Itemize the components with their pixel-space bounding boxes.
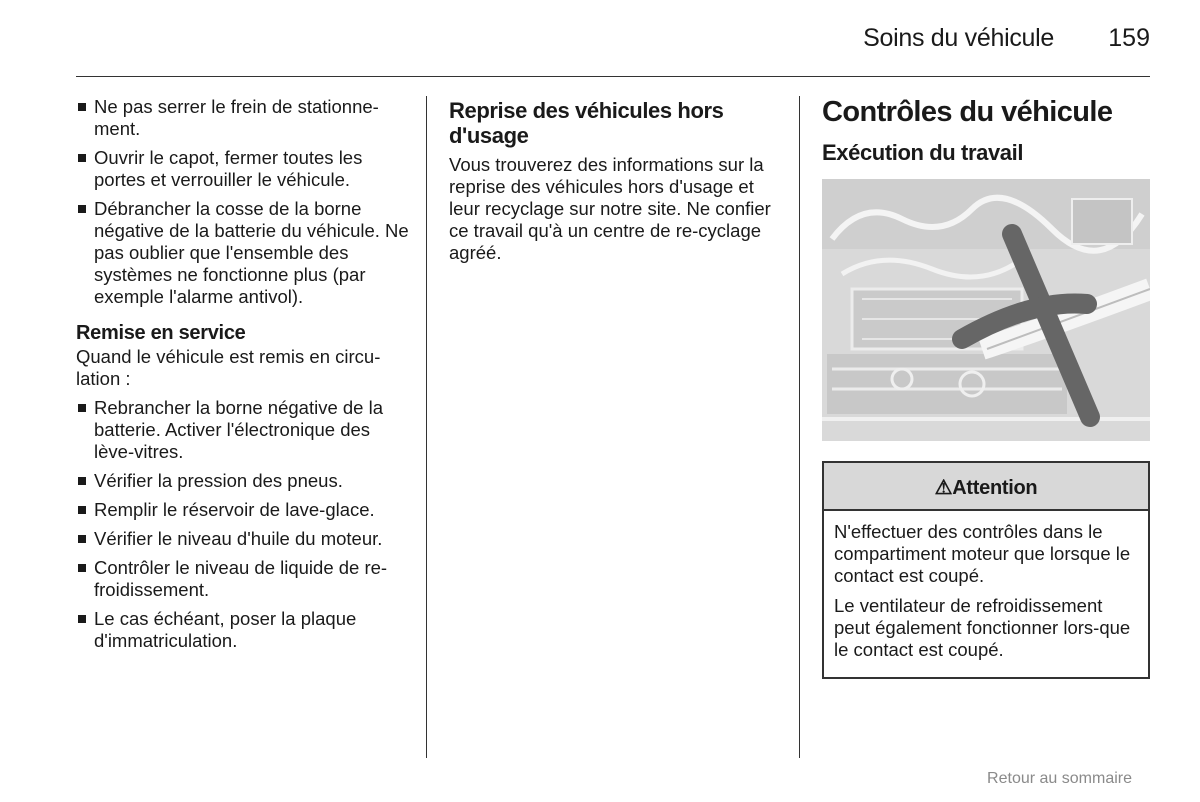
warning-body	[824, 511, 1148, 677]
section-title: Soins du véhicule	[863, 24, 1054, 52]
list-item: Le cas échéant, poser la plaque d'immatriculation.	[76, 608, 412, 652]
warning-box	[822, 461, 1150, 679]
warning-title: Attention	[952, 477, 1038, 499]
list-item: Ouvrir le capot, fermer toutes les portes et verrouiller le véhicule.	[76, 147, 412, 191]
list-item: Rebrancher la borne négative de la batterie. Activer l'électronique des lève-vitres.	[76, 397, 412, 463]
page-number: 159	[1108, 24, 1150, 52]
bullet-list-top	[76, 96, 412, 308]
reprise-body: Vous trouverez des informations sur la reprise des véhicules hors d'usage et leur recyclage sur notre site. Ne confier ce travail qu'à un centre de re-cyclage agréé.	[449, 154, 771, 263]
warning-paragraph: Le ventilateur de refroidissement peut également fonctionner lors-que le contact est coupé.	[834, 595, 1131, 660]
warning-header	[824, 463, 1148, 511]
subheading-execution: Exécution du travail	[822, 140, 1024, 165]
heading-controles: Contrôles du véhicule	[822, 96, 1113, 128]
list-item: Vérifier le niveau d'huile du moteur.	[76, 528, 412, 550]
middle-column	[449, 96, 783, 264]
warning-paragraph: N'effectuer des contrôles dans le compartiment moteur que lorsque le contact est coupé.	[834, 521, 1131, 586]
engine-bay-image	[822, 179, 1150, 441]
list-item: Débrancher la cosse de la borne négative de la batterie du véhicule. Ne pas oublier que l'ensemble des systèmes ne fonctionne plus (par exemple l'alarme antivol).	[76, 198, 412, 308]
list-item: Vérifier la pression des pneus.	[76, 470, 412, 492]
list-item: Ne pas serrer le frein de stationne-ment.	[76, 96, 412, 140]
list-item: Remplir le réservoir de lave-glace.	[76, 499, 412, 521]
left-column	[76, 96, 412, 659]
intro-text: Quand le véhicule est remis en circu-lation :	[76, 346, 381, 389]
warning-triangle-icon: ⚠	[934, 477, 953, 499]
list-item: Contrôler le niveau de liquide de re-froidissement.	[76, 557, 412, 601]
back-to-contents-link[interactable]: Retour au sommaire	[987, 770, 1132, 787]
heading-reprise: Reprise des véhicules hors d'usage	[449, 98, 724, 148]
engine-illustration	[822, 179, 1150, 441]
column-divider-2	[799, 96, 800, 758]
column-divider-1	[426, 96, 427, 758]
right-column	[822, 96, 1150, 679]
page-header	[76, 0, 1150, 77]
subheading-remise-en-service: Remise en service	[76, 322, 246, 344]
bullet-list-bottom	[76, 397, 412, 652]
